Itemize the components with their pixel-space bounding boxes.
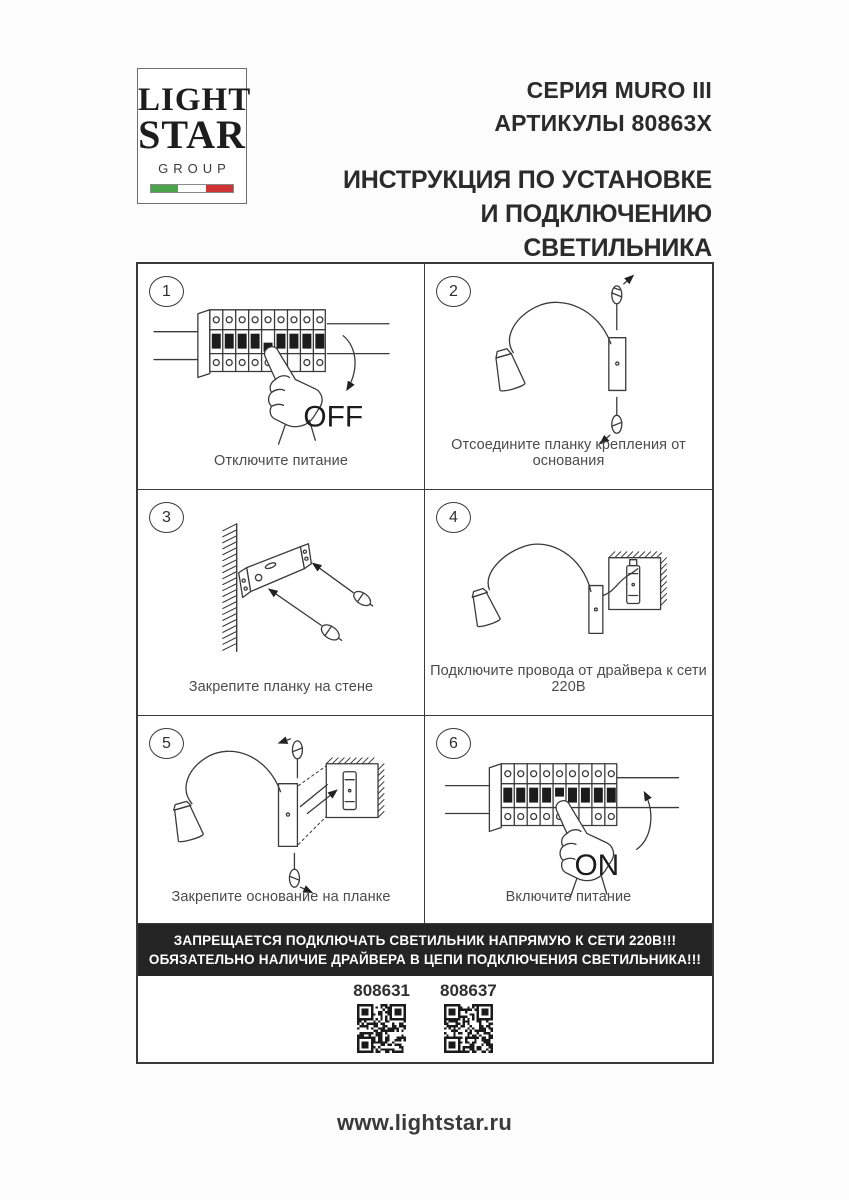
step-5-number-badge <box>149 728 184 759</box>
step-6-number-badge <box>436 728 471 759</box>
step-6-number: 6 <box>449 734 458 752</box>
document-header <box>300 74 712 265</box>
step-2-number-badge <box>436 276 471 307</box>
step-3-caption: Закрепите планку на стене <box>188 679 374 695</box>
step-4-number: 4 <box>449 508 458 526</box>
article-808637 <box>440 981 497 1062</box>
step-5-number: 5 <box>162 734 171 752</box>
step-4-number-badge <box>436 502 471 533</box>
article-qr-section <box>138 976 712 1062</box>
step-3-cell <box>138 490 425 716</box>
step-6-caption: Включите питание <box>505 889 632 905</box>
on-label: ON <box>574 849 620 883</box>
step-5-caption: Закрепите основание на планке <box>171 889 391 905</box>
warning-line1: ЗАПРЕЩАЕТСЯ ПОДКЛЮЧАТЬ СВЕТИЛЬНИК НАПРЯМУЮ К СЕТИ 220В!!! <box>173 933 677 948</box>
flag-white-segment <box>178 185 205 192</box>
instruction-grid <box>136 262 714 1064</box>
step-4-cell <box>425 490 712 716</box>
step-1-caption: Отключите питание <box>213 453 349 469</box>
logo-text-star: STAR <box>138 112 246 157</box>
step-2-number: 2 <box>449 282 458 300</box>
italian-flag-stripe <box>150 184 234 193</box>
logo-text-group: GROUP <box>158 160 231 176</box>
warning-banner <box>138 924 712 976</box>
qr-code-808631 <box>357 1004 406 1053</box>
step-3-number-badge <box>149 502 184 533</box>
qr-code-808637 <box>444 1004 493 1053</box>
step-5-cell <box>138 716 425 924</box>
article-number: 808631 <box>353 981 410 1000</box>
article-number: 808637 <box>440 981 497 1000</box>
warning-line2: ОБЯЗАТЕЛЬНО НАЛИЧИЕ ДРАЙВЕРА В ЦЕПИ ПОДКЛЮЧЕНИЯ СВЕТИЛЬНИКА!!! <box>148 952 702 967</box>
flag-green-segment <box>151 185 178 192</box>
off-label: OFF <box>303 400 364 434</box>
page-title-line1: ИНСТРУКЦИЯ ПО УСТАНОВКЕ <box>342 166 712 194</box>
flag-red-segment <box>206 185 233 192</box>
step-1-cell <box>138 264 425 490</box>
step-2-caption: Отсоедините планку крепления от основания <box>451 437 686 469</box>
step-4-caption: Подключите провода от драйвера к сети 220В <box>430 663 707 695</box>
page-title-line2: И ПОДКЛЮЧЕНИЮ СВЕТИЛЬНИКА <box>480 200 712 262</box>
lightstar-logo <box>137 68 252 204</box>
articles-title: АРТИКУЛЫ 80863Х <box>494 110 712 136</box>
website-url: www.lightstar.ru <box>336 1110 513 1135</box>
step-6-cell <box>425 716 712 924</box>
step-1-number-badge <box>149 276 184 307</box>
article-808631 <box>353 981 410 1062</box>
series-title: СЕРИЯ MURO III <box>526 77 712 103</box>
step-1-number: 1 <box>162 282 171 300</box>
step-2-cell <box>425 264 712 490</box>
step-3-number: 3 <box>162 508 171 526</box>
logo-text-light: LIGHT <box>138 82 252 118</box>
